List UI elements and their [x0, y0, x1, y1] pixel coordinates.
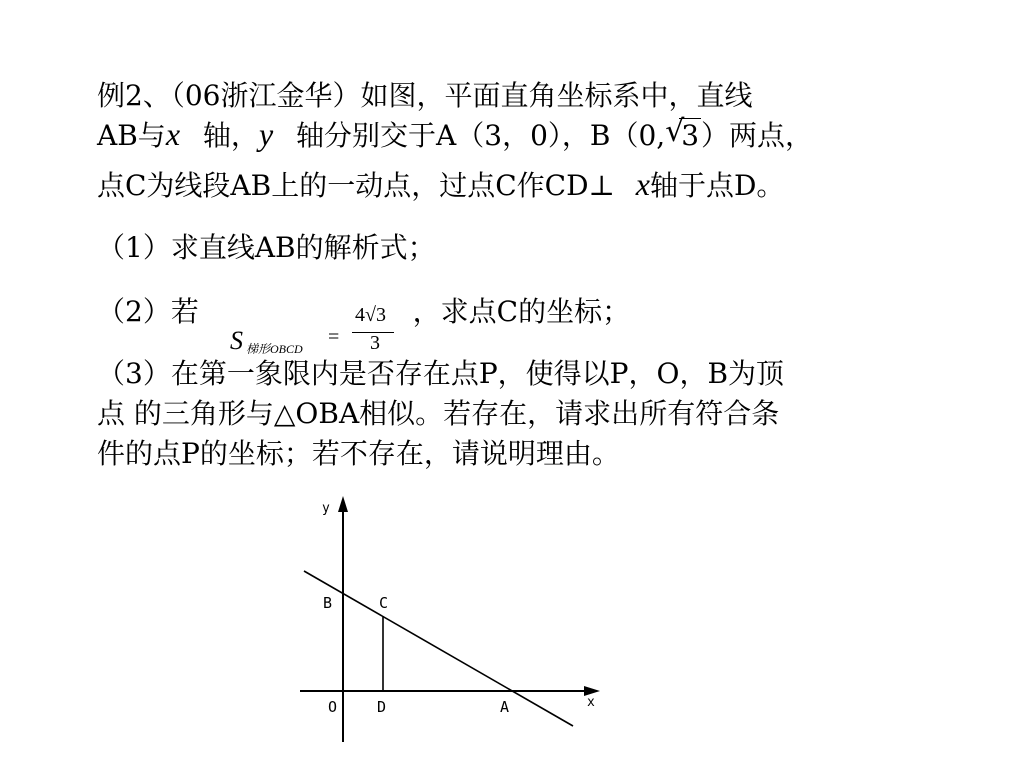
formula-subscript: 梯形OBCD	[246, 342, 303, 356]
var-y: y	[258, 116, 274, 152]
question-3-line-3: 件的点P的坐标；若不存在，请说明理由。	[97, 437, 620, 470]
problem-line-3	[97, 166, 784, 204]
text-point-c: 点C为线段AB上的一动点，过点C作CD⊥	[97, 169, 615, 202]
label-d: D	[377, 698, 387, 716]
formula-equals: =	[328, 326, 340, 348]
problem-line-2	[97, 116, 813, 154]
label-y: y	[322, 501, 330, 516]
label-a: A	[500, 698, 510, 716]
label-x: x	[587, 695, 595, 710]
text-ab-with: AB与	[97, 119, 166, 152]
text-axis-2: 轴分别交于A（3，0），B（0,	[296, 119, 666, 152]
label-c: C	[379, 594, 389, 612]
label-o: O	[328, 698, 338, 716]
text-axis-d: 轴于点D。	[649, 169, 785, 202]
var-x-2: x	[635, 166, 650, 202]
sqrt-3: √ 3	[665, 114, 700, 152]
question-3-line-1: （3）在第一象限内是否存在点P，使得以P，O，B为顶	[97, 357, 785, 390]
var-x: x	[165, 116, 181, 152]
y-axis-arrow	[338, 496, 348, 512]
question-3-line-2: 点 的三角形与△OBA相似。若存在，请求出所有符合条	[97, 397, 780, 430]
formula-numerator: 4√3	[355, 304, 386, 326]
question-1: （1）求直线AB的解析式；	[97, 231, 436, 264]
problem-line-1: 例2、（06浙江金华）如图，平面直角坐标系中，直线	[97, 79, 753, 112]
coordinate-figure	[290, 490, 610, 750]
formula-denominator: 3	[370, 332, 380, 354]
line-ab	[304, 571, 573, 726]
question-2-suffix: ，求点C的坐标；	[412, 295, 631, 328]
text-axis-1: 轴，	[202, 119, 259, 152]
text-two-points: ）两点，	[701, 119, 814, 152]
question-2-prefix: （2）若	[97, 295, 199, 328]
label-b: B	[323, 594, 333, 612]
formula-s: S	[230, 326, 243, 355]
